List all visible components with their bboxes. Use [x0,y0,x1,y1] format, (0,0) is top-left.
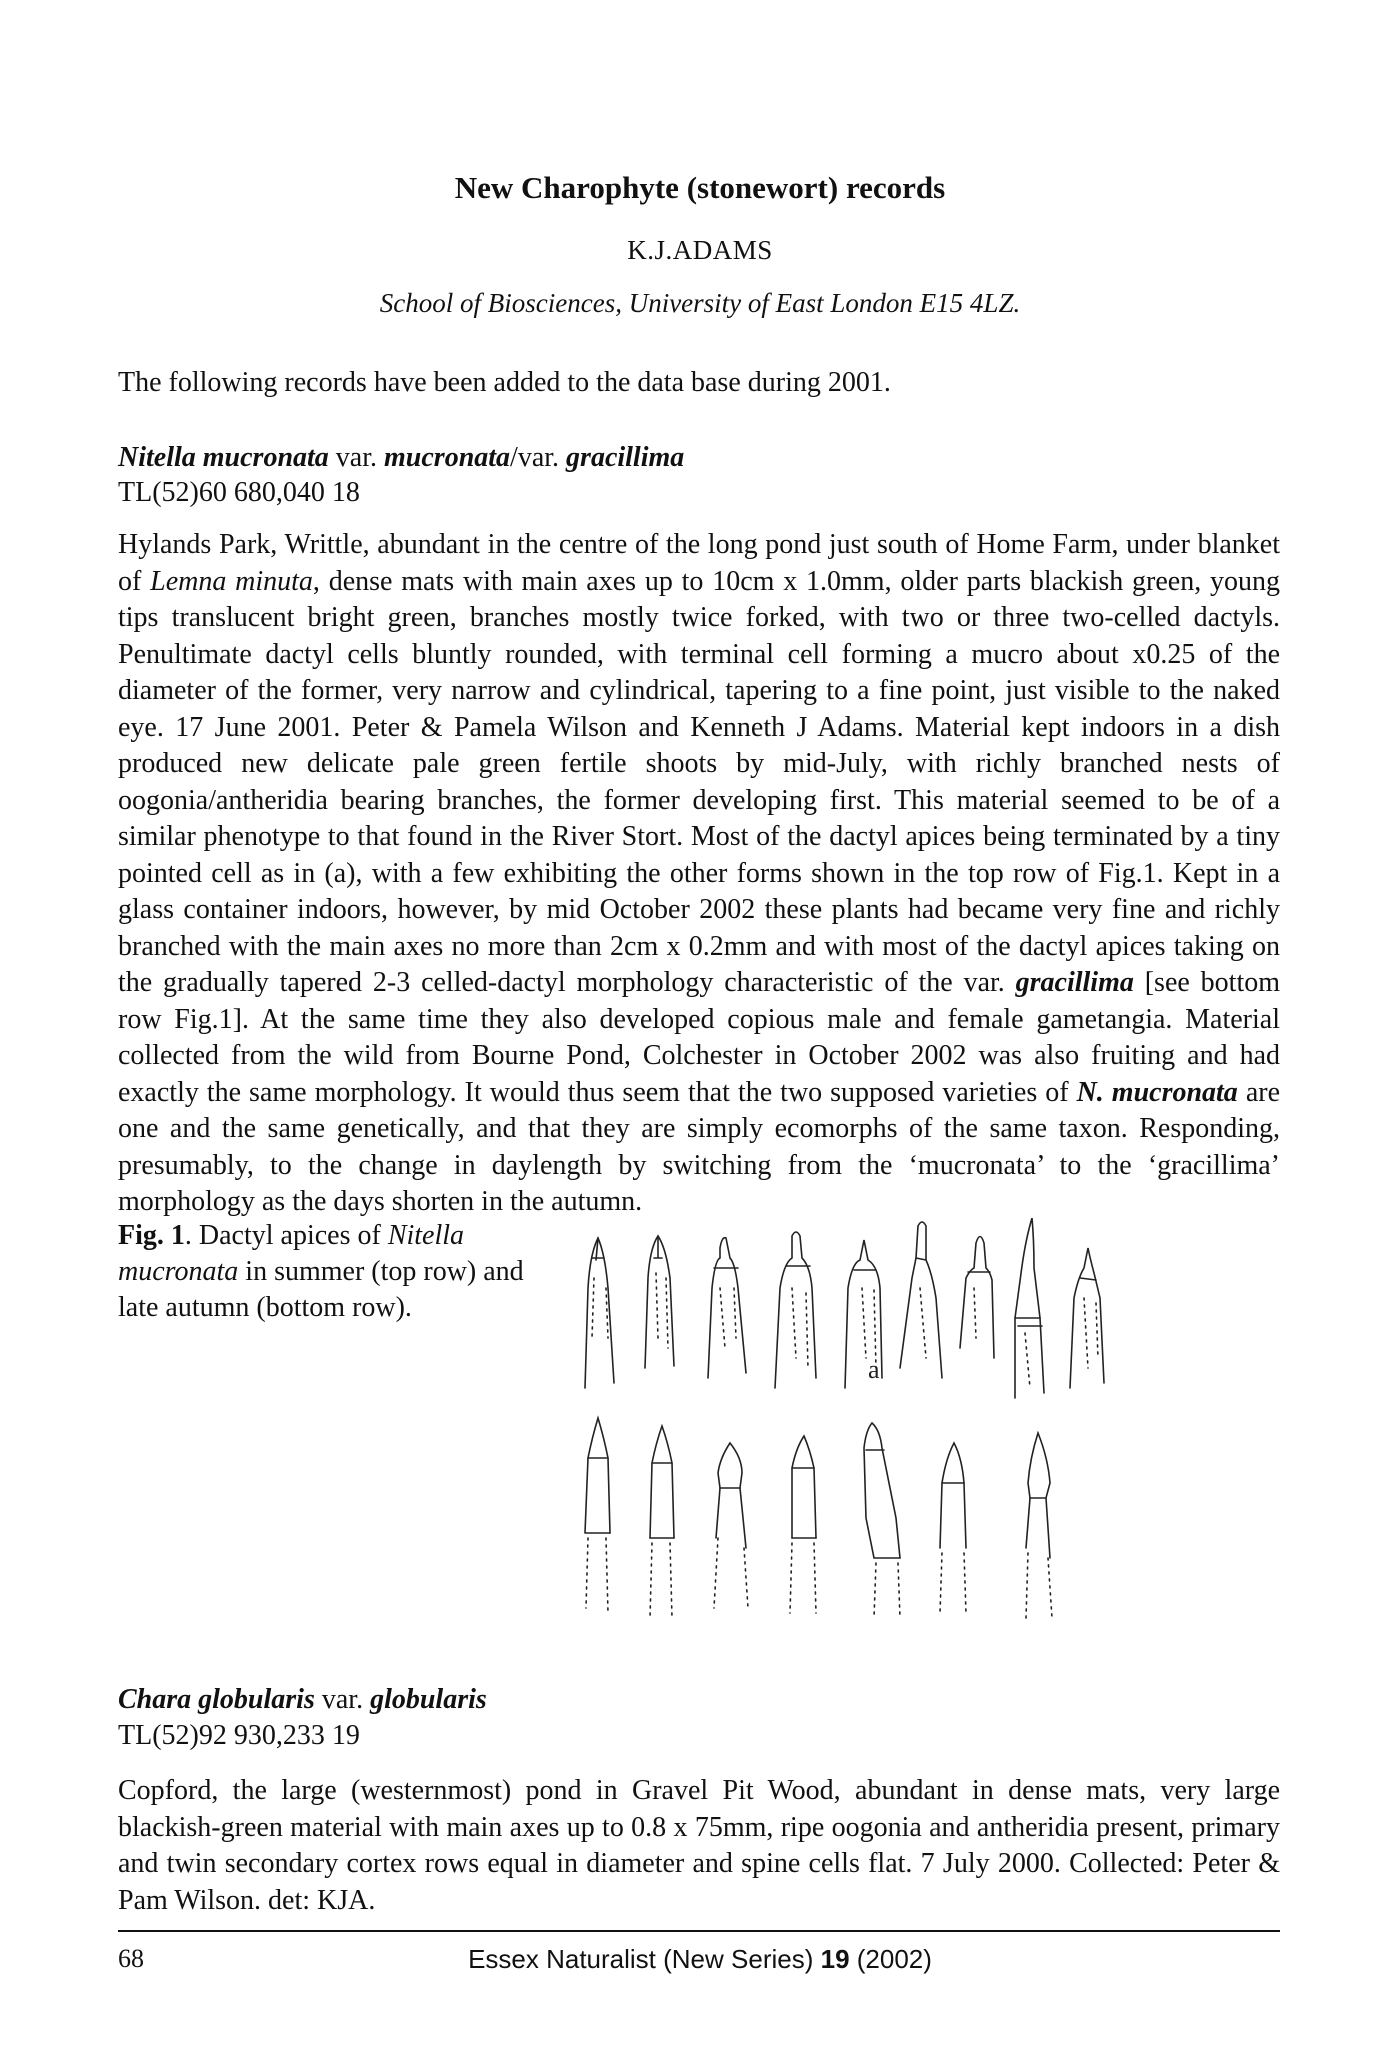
dactyl-drawing-top-6 [900,1222,942,1378]
journal-year: (2002) [849,1944,932,1974]
page-number: 68 [118,1944,144,1973]
species-genus: Nitella mucronata [118,442,329,473]
dactyl-drawing-bottom-3 [714,1443,748,1608]
dactyl-drawing-top-1 [585,1238,614,1388]
paragraph-italic: N. mucronata [1076,1076,1238,1108]
species-epithet: globularis [370,1684,487,1715]
paragraph-text: , dense mats with main axes up to 10cm x 1.0mm, older parts blackish green, young tips translucent bright green, branches mostly twice forked, with two or three two-celled dactyls. Penultimate dactyl cells bluntly rounded, with terminal cell forming a mucro about x0.25 of the diameter of the former, very narrow and cylindrical, tapering to a fine point, just visible to the naked eye. 17 June 2001. Peter & Pamela Wilson and Kenneth J Adams. Material kept indoors in a dish produced new delicate pale green fertile shoots by mid-July, with richly branched nests of oogonia/antheridia bearing branches, the former developing first. This material seemed to be of a similar phenotype to that found in the River Stort. Most of the dactyl apices being terminated by a tiny pointed cell as in (a), with a few exhibiting the other forms shown in the top row of Fig.1. Kept in a glass container indoors, however, by mid October 2002 these plants had became very fine and richly branched with the main axes no more than 2cm x 0.2mm and with most of the dactyl apices taking on the gradually tapered 2-3 celled-dactyl morphology characteristic of the var. [118,565,1280,998]
caption-label: Fig. 1 [118,1220,185,1251]
record-paragraph-chara: Copford, the large (westernmost) pond in Gravel Pit Wood, abundant in dense mats, very large blackish-green material with main axes up to 0.8 x 75mm, ripe oogonia and antheridia present, primary and twin secondary cortex rows equal in diameter and spine cells flat. 7 July 2000. Collected: Peter & Pam Wilson. det: KJA. [118,1775,1280,1916]
dactyl-drawing-top-4 [775,1232,816,1388]
figure-caption [118,1218,528,1326]
intro-text: The following records have been added to the data base during 2001. [118,367,891,398]
dactyl-drawing-top-9 [1070,1248,1104,1388]
paragraph-text: [see bottom row Fig.1]. At the same time they also developed copious male and female gametangia. Material collected from the wild from Bourne Pond, Colchester in October 2002 was also fruiting and had exactly the same morphology. It would thus seem that the two supposed varieties of [118,967,1280,1108]
label-a: a [868,1355,880,1384]
dactyl-drawing-bottom-1 [585,1418,610,1613]
footer-rule [118,1930,1280,1932]
paragraph-italic: Lemna minuta [150,565,313,597]
caption-text: . Dactyl apices of [184,1220,388,1251]
species-epithet: mucronata [384,442,511,473]
grid-reference: TL(52)92 930,233 19 [118,1720,360,1751]
species-epithet: gracillima [566,442,685,473]
paragraph-text: Hylands Park, Writtle, abundant in the centre of the long pond just south of Home Farm, under blanket of [118,529,1280,597]
journal-volume: 19 [820,1944,850,1974]
species-var-label: /var. [510,442,567,473]
species-heading-chara [118,1682,487,1719]
dactyl-drawing-bottom-6 [940,1443,966,1613]
dactyl-drawing-top-7 [960,1237,994,1359]
paragraph-text: are one and the same genetically, and that they are simply ecomorphs of the same taxon. Responding, presumably, to the change in daylength by switching from the ‘mucronata’ to the ‘gracillima’ morphology as the days shorten in the autumn. [118,1076,1280,1217]
caption-species: Nitella mucronata [118,1220,465,1287]
species-var-label: var. [314,1684,371,1715]
dactyl-drawing-top-8 [1015,1218,1044,1398]
dactyl-drawing-bottom-7 [1026,1433,1052,1618]
dactyl-drawing-bottom-5 [864,1423,900,1618]
journal-name: Essex Naturalist (New Series) [468,1944,821,1974]
dactyl-apices-figure [570,1218,1270,1658]
species-genus: Chara globularis [118,1684,315,1715]
record-paragraph-nitella [118,527,1280,1221]
paragraph-italic: gracillima [1015,967,1134,998]
journal-footer [0,1944,1400,1975]
species-heading-nitella [118,440,684,477]
article-title: New Charophyte (stonewort) records [454,170,946,205]
species-var-label: var. [328,442,385,473]
affiliation: School of Biosciences, University of East London E15 4LZ. [379,288,1021,318]
dactyl-drawing-bottom-4 [790,1436,816,1613]
grid-reference: TL(52)60 680,040 18 [118,477,360,508]
dactyl-drawing-top-3 [708,1238,746,1378]
dactyl-drawing-bottom-2 [650,1426,674,1618]
dactyl-drawing-top-2 [645,1236,674,1368]
author: K.J.ADAMS [627,235,773,265]
caption-text: in summer (top row) and late autumn (bottom row). [118,1256,524,1323]
